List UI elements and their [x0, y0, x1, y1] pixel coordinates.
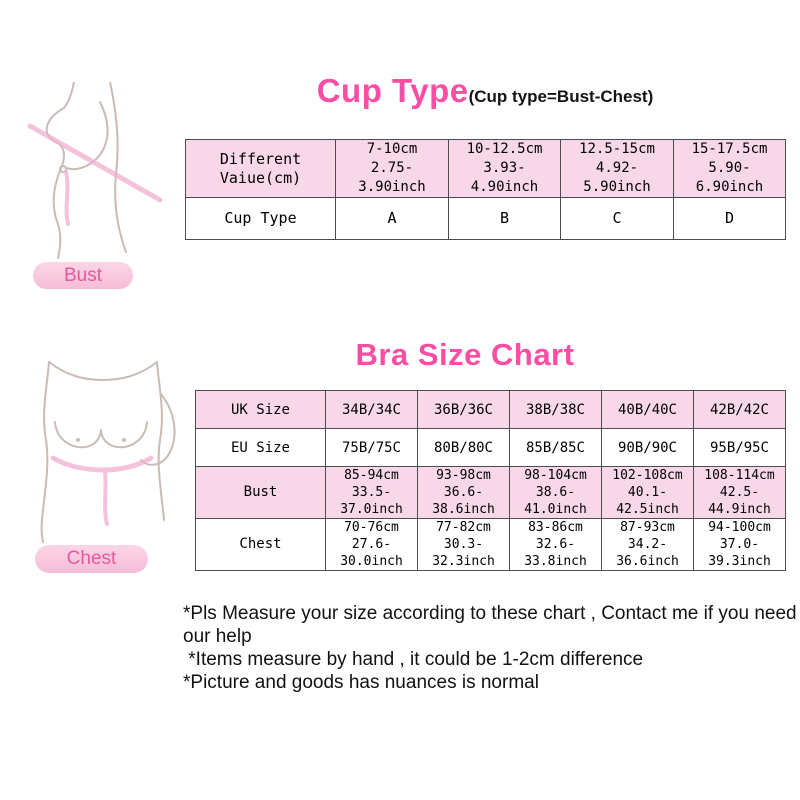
table-cell: 7-10cm 2.75-3.90inch — [336, 140, 449, 198]
uk-size-row-label: UK Size — [196, 391, 326, 429]
note-line: *Picture and goods has nuances is normal — [183, 672, 539, 693]
table-cell: 95B/95C — [694, 429, 786, 467]
table-cell: 108-114cm 42.5-44.9inch — [694, 467, 786, 519]
bust-measure-row-label: Bust — [196, 467, 326, 519]
table-cell: 36B/36C — [418, 391, 510, 429]
table-cell: 70-76cm 27.6-30.0inch — [326, 519, 418, 571]
table-cell: 94-100cm 37.0-39.3inch — [694, 519, 786, 571]
eu-size-row-label: EU Size — [196, 429, 326, 467]
cup-type-heading — [185, 72, 785, 110]
table-cell: A — [336, 198, 449, 240]
eu-size-row — [196, 429, 786, 467]
table-cell: C — [561, 198, 674, 240]
table-cell: 10-12.5cm 3.93-4.90inch — [449, 140, 561, 198]
table-cell: 75B/75C — [326, 429, 418, 467]
bust-measure-row — [196, 467, 786, 519]
chest-front-figure-illustration — [15, 360, 190, 543]
table-cell: B — [449, 198, 561, 240]
table-cell: 80B/80C — [418, 429, 510, 467]
table-cell: D — [674, 198, 786, 240]
table-cell: 15-17.5cm 5.90-6.90inch — [674, 140, 786, 198]
chest-measure-row-label: Chest — [196, 519, 326, 571]
note-line: *Pls Measure your size according to these chart , Contact me if you need — [183, 603, 797, 624]
cup-range-row — [186, 140, 786, 198]
table-cell: 98-104cm 38.6-41.0inch — [510, 467, 602, 519]
table-cell: 85B/85C — [510, 429, 602, 467]
note-line: *Items measure by hand , it could be 1-2cm difference — [183, 649, 644, 670]
table-cell: 38B/38C — [510, 391, 602, 429]
table-cell: 87-93cm 34.2-36.6inch — [602, 519, 694, 571]
cup-range-row-label: Different Vaiue(cm) — [186, 140, 336, 198]
chest-label-badge: Chest — [35, 545, 148, 573]
bra-size-table — [195, 390, 786, 571]
bust-label-badge: Bust — [33, 262, 133, 289]
bust-side-figure-illustration — [12, 82, 182, 260]
chest-measure-row — [196, 519, 786, 571]
table-cell: 77-82cm 30.3-32.3inch — [418, 519, 510, 571]
cup-letter-row-label: Cup Type — [186, 198, 336, 240]
table-cell: 12.5-15cm 4.92-5.90inch — [561, 140, 674, 198]
table-cell: 85-94cm 33.5-37.0inch — [326, 467, 418, 519]
cup-type-table — [185, 139, 786, 240]
measurement-notes — [183, 602, 800, 694]
cup-letter-row — [186, 198, 786, 240]
table-cell: 34B/34C — [326, 391, 418, 429]
table-cell: 40B/40C — [602, 391, 694, 429]
bust-sketch-svg — [12, 82, 182, 260]
table-cell: 102-108cm 40.1-42.5inch — [602, 467, 694, 519]
cup-type-subtitle: (Cup type=Bust-Chest) — [468, 87, 654, 106]
bra-size-heading — [165, 337, 765, 373]
table-cell: 83-86cm 32.6-33.8inch — [510, 519, 602, 571]
bra-size-title: Bra Size Chart — [355, 337, 575, 372]
table-cell: 93-98cm 36.6-38.6inch — [418, 467, 510, 519]
table-cell: 42B/42C — [694, 391, 786, 429]
cup-type-title: Cup Type — [316, 72, 469, 109]
table-cell: 90B/90C — [602, 429, 694, 467]
note-line: our help — [183, 626, 252, 647]
uk-size-row — [196, 391, 786, 429]
chest-sketch-svg — [15, 360, 190, 543]
